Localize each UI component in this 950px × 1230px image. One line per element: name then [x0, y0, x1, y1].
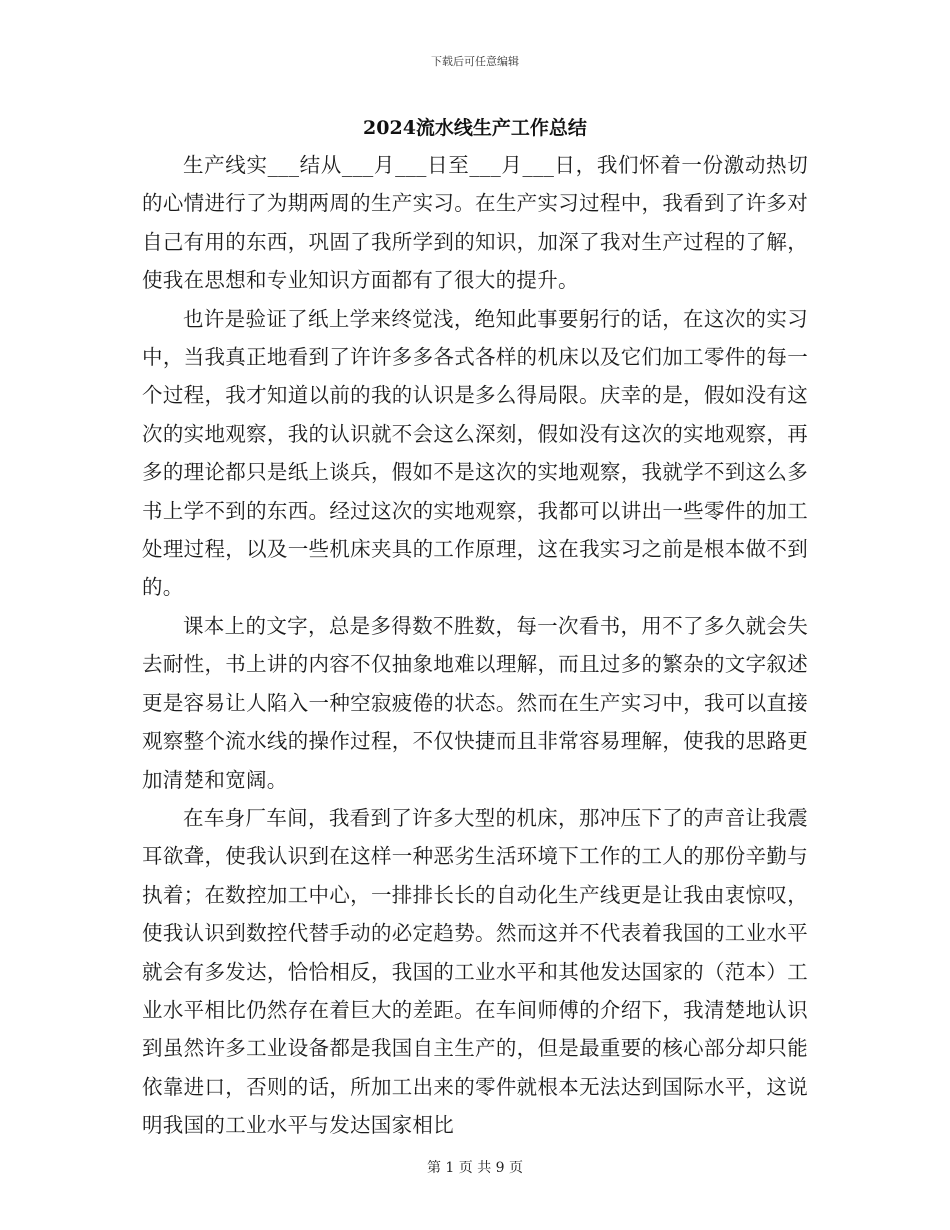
body-paragraph-2: 也许是验证了纸上学来终觉浅，绝知此事要躬行的话，在这次的实习中，当我真正地看到了许许多多各式各样的机床以及它们加工零件的每一个过程，我才知道以前的我的认识是多么得局限。庆幸的是，假如没有这次的实地观察，我的认识就不会这么深刻，假如没有这次的实地观察，再多的理论都只是纸上谈兵，假如不是这次的实地观察，我就学不到这么多书上学不到的东西。经过这次的实地观察，我都可以讲出一些零件的加工处理过程，以及一些机床夹具的工作原理，这在我实习之前是根本做不到的。: [142, 306, 808, 600]
page-number-indicator: 第 1 页 共 9 页: [426, 1160, 524, 1176]
body-paragraph-3: 课本上的文字，总是多得数不胜数，每一次看书，用不了多久就会失去耐性，书上讲的内容不仅抽象地难以理解，而且过多的繁杂的文字叙述更是容易让人陷入一种空寂疲倦的状态。然而在生产实习中，我可以直接观察整个流水线的操作过程，不仅快捷而且非常容易理解，使我的思路更加清楚和宽阔。: [142, 613, 808, 792]
body-paragraph-1: 生产线实___结从___月___日至___月___日，我们怀着一份激动热切的心情进行了为期两周的生产实习。在生产实习过程中，我看到了许多对自己有用的东西，巩固了我所学到的知识，加深了我对生产过程的了解，使我在思想和专业知识方面都有了很大的提升。: [142, 153, 808, 293]
download-editable-note: 下载后可任意编辑: [431, 55, 519, 68]
body-paragraph-4: 在车身厂车间，我看到了许多大型的机床，那冲压下了的声音让我震耳欲聋，使我认识到在这样一种恶劣生活环境下工作的工人的那份辛勤与执着；在数控加工中心，一排排长长的自动化生产线更是让我由衷惊叹，使我认识到数控代替手动的必定趋势。然而这并不代表着我国的工业水平就会有多发达，恰恰相反，我国的工业水平和其他发达国家的（范本）工业水平相比仍然存在着巨大的差距。在车间师傅的介绍下，我清楚地认识到虽然许多工业设备都是我国自主生产的，但是最重要的核心部分却只能依靠进口，否则的话，所加工出来的零件就根本无法达到国际水平，这说明我国的工业水平与发达国家相比: [142, 805, 808, 1138]
document-title: 2024流水线生产工作总结: [363, 117, 587, 139]
document-body: [142, 146, 808, 1145]
